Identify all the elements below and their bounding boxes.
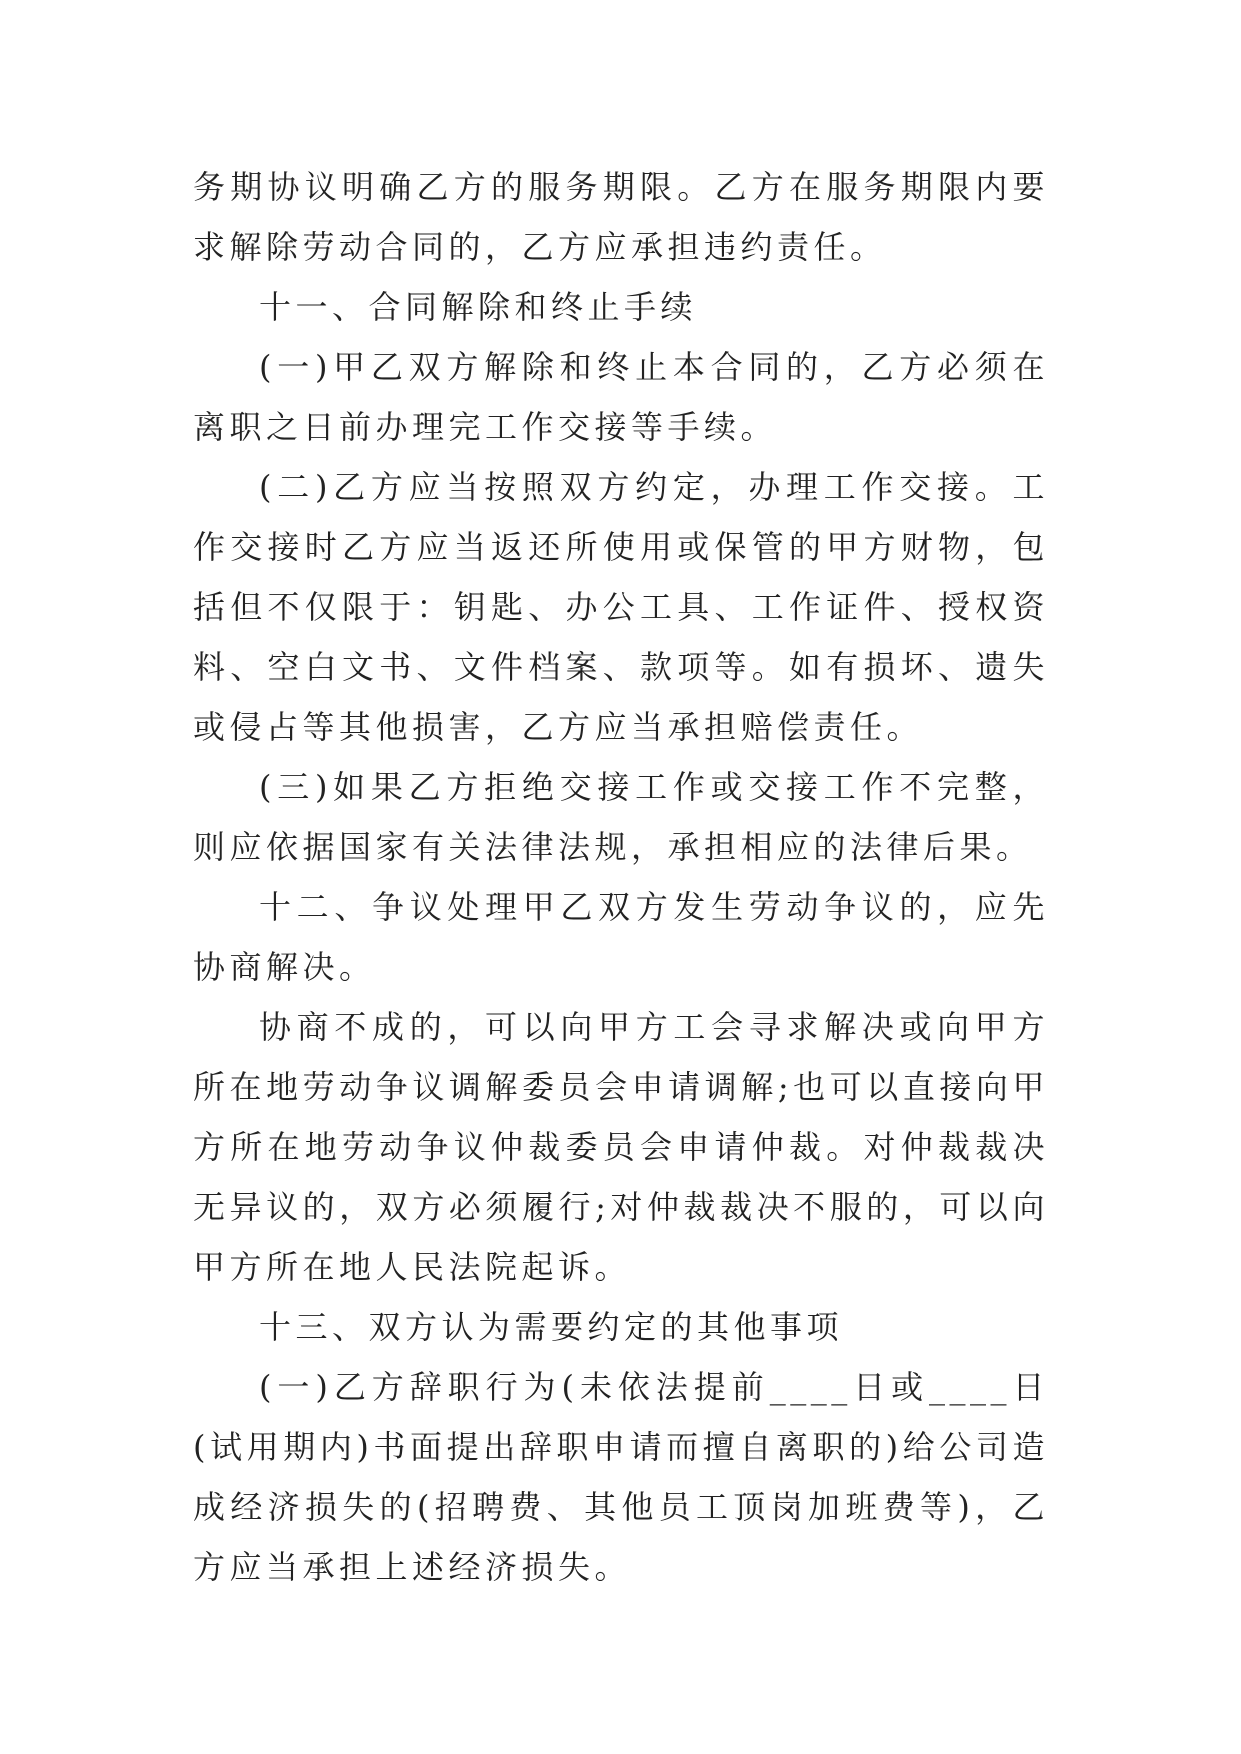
paragraph-11-1: (一)甲乙双方解除和终止本合同的，乙方必须在离职之日前办理完工作交接等手续。 bbox=[193, 348, 1049, 446]
document-body bbox=[193, 157, 1049, 1597]
paragraph-service-period-continued: 务期协议明确乙方的服务期限。乙方在服务期限内要求解除劳动合同的，乙方应承担违约责任。 bbox=[193, 168, 1049, 266]
heading-section-11: 十一、合同解除和终止手续 bbox=[259, 288, 698, 326]
paragraph-11-3: (三)如果乙方拒绝交接工作或交接工作不完整，则应依据国家有关法律法规，承担相应的法律后果。 bbox=[193, 768, 1049, 866]
paragraph-12-body: 协商不成的，可以向甲方工会寻求解决或向甲方所在地劳动争议调解委员会申请调解;也可以直接向甲方所在地劳动争议仲裁委员会申请仲裁。对仲裁裁决无异议的，双方必须履行;对仲裁裁决不服的，可以向甲方所在地人民法院起诉。 bbox=[193, 1008, 1049, 1286]
heading-section-12: 十二、争议处理甲乙双方发生劳动争议的，应先协商解决。 bbox=[193, 888, 1049, 986]
heading-section-13: 十三、双方认为需要约定的其他事项 bbox=[259, 1308, 844, 1346]
paragraph-11-2: (二)乙方应当按照双方约定，办理工作交接。工作交接时乙方应当返还所使用或保管的甲方财物，包括但不仅限于：钥匙、办公工具、工作证件、授权资料、空白文书、文件档案、款项等。如有损坏、遗失或侵占等其他损害，乙方应当承担赔偿责任。 bbox=[193, 468, 1049, 746]
paragraph-13-1: (一)乙方辞职行为(未依法提前____日或____日(试用期内)书面提出辞职申请而擅自离职的)给公司造成经济损失的(招聘费、其他员工顶岗加班费等)，乙方应当承担上述经济损失。 bbox=[193, 1368, 1049, 1586]
